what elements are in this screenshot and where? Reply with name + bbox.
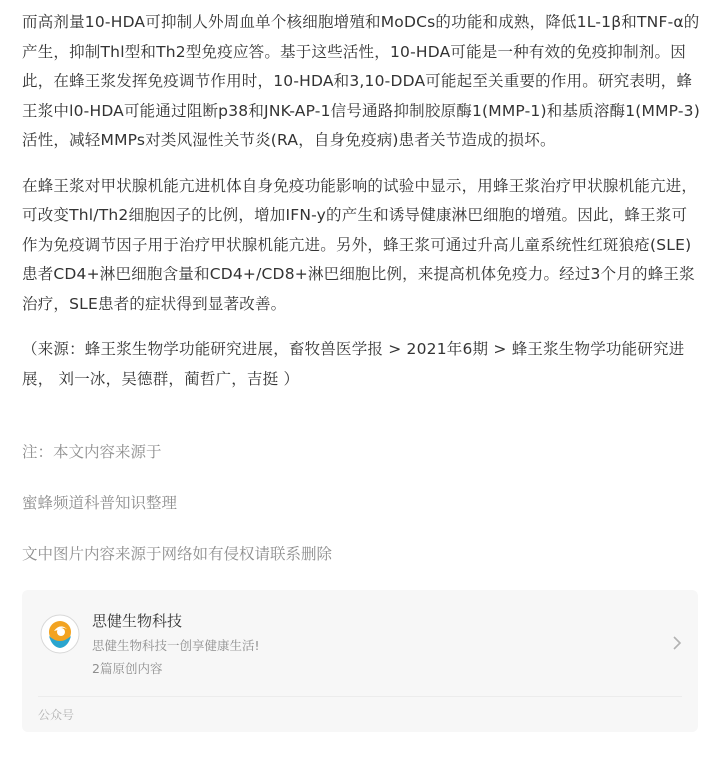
article-body (22, 8, 702, 410)
card-divider (38, 696, 682, 697)
account-original-count: 2篇原创内容 (92, 661, 163, 676)
account-card[interactable] (22, 590, 698, 732)
note-source-label: 注：本文内容来源于 (22, 443, 162, 461)
account-type-label: 公众号 (38, 708, 75, 722)
sijian-logo-icon (40, 614, 80, 654)
account-name: 思健生物科技 (92, 612, 183, 630)
note-organizer: 蜜蜂频道科普知识整理 (22, 494, 178, 512)
article-paragraph: 在蜂王浆对甲状腺机能亢进机体自身免疫功能影响的试验中显示，用蜂王浆治疗甲状腺机能亢进，可改变Thl/Th2细胞因子的比例，增加IFN-y的产生和诱导健康淋巴细胞的增殖。因此，蜂王浆可作为免疫调节因子用于治疗甲状腺机能亢进。另外，蜂王浆可通过升高儿童系统性红斑狼疮(SLE)患者CD4+淋巴细胞含量和CD4+/CD8+淋巴细胞比例，来提高机体免疫力。经过3个月的蜂王浆治疗，SLE患者的症状得到显著改善。 (22, 176, 698, 313)
chevron-right-icon[interactable] (672, 636, 682, 650)
note-copyright: 文中图片内容来源于网络如有侵权请联系删除 (22, 545, 333, 563)
article-source: （来源：蜂王浆生物学功能研究进展，畜牧兽医学报 > 2021年6期 > 蜂王浆生物学功能研究进展， 刘一冰，吴德群，蔺哲广，吉挺 ） (22, 340, 685, 388)
account-description: 思健生物科技一创享健康生活! (92, 638, 260, 653)
article-paragraph: 而高剂量10-HDA可抑制人外周血单个核细胞增殖和MoDCs的功能和成熟，降低1L-1β和TNF-α的产生，抑制Thl型和Th2型免疫应答。基于这些活性，10-HDA可能是一种有效的免疫抑制剂。因此，在蜂王浆发挥免疫调节作用时，10-HDA和3,10-DDA可能起至关重要的作用。研究表明，蜂王浆中l0-HDA可能通过阻断p38和JNK-AP-1信号通路抑制胶原酶1(MMP-1)和基质溶酶1(MMP-3)活性，减轻MMPs对类风湿性关节炎(RA，自身免疫病)患者关节造成的损坏。 (22, 13, 700, 149)
